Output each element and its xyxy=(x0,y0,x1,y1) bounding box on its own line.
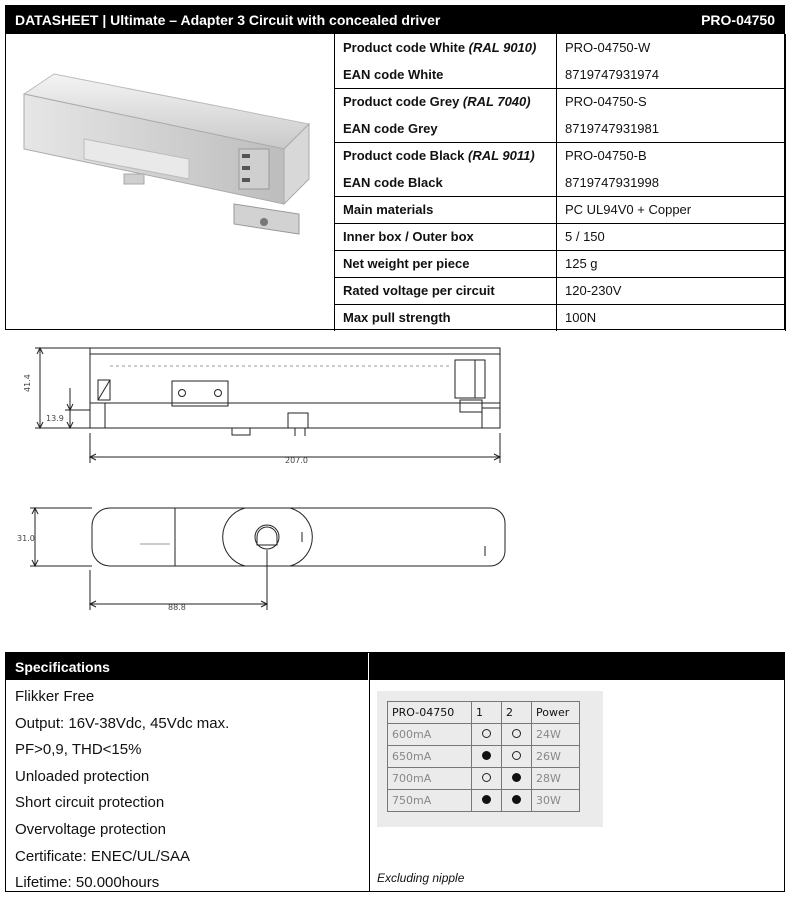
spec-row: Product code Grey (RAL 7040) PRO-04750-S xyxy=(335,88,786,115)
switch-s1-cell xyxy=(472,724,502,746)
power-cell: 26W xyxy=(532,746,580,768)
specifications-section xyxy=(5,652,785,892)
spec-row: EAN code Black 8719747931998 xyxy=(335,169,786,196)
product-spec-table xyxy=(334,34,786,331)
current-cell: 650mA xyxy=(388,746,472,768)
switch-s1-cell xyxy=(472,746,502,768)
spec-row: Product code White (RAL 9010) PRO-04750-W xyxy=(335,34,786,61)
open-dot-icon xyxy=(482,773,491,782)
spec-row: Inner box / Outer box 5 / 150 xyxy=(335,223,786,250)
switch-s1-cell xyxy=(472,790,502,812)
filled-dot-icon xyxy=(482,795,491,804)
current-cell: 700mA xyxy=(388,768,472,790)
product-photo xyxy=(14,54,314,244)
list-item: Short circuit protection xyxy=(15,794,165,812)
dim-sub-height-label: 13.9 xyxy=(46,414,64,423)
column-divider xyxy=(369,680,370,892)
dim-height-label: 41.4 xyxy=(23,374,32,392)
product-overview xyxy=(5,34,785,330)
dim-width-label: 31.0 xyxy=(17,534,35,543)
list-item: Flikker Free xyxy=(15,688,95,705)
switch-s2-cell xyxy=(502,768,532,790)
spec-row: Product code Black (RAL 9011) PRO-04750-B xyxy=(335,142,786,169)
open-dot-icon xyxy=(512,751,521,760)
power-cell: 24W xyxy=(532,724,580,746)
dim-offset-label: 88.8 xyxy=(168,603,186,612)
list-item: Certificate: ENEC/UL/SAA xyxy=(15,847,191,865)
current-cell: 600mA xyxy=(388,724,472,746)
spec-row: Main materials PC UL94V0 + Copper xyxy=(335,196,786,223)
filled-dot-icon xyxy=(512,773,521,782)
switch-s2-cell xyxy=(502,746,532,768)
list-item: Overvoltage protection xyxy=(15,820,166,838)
datasheet-header xyxy=(5,5,785,34)
filled-dot-icon xyxy=(512,795,521,804)
spec-row: Max pull strength 100N xyxy=(335,304,786,331)
power-cell: 28W xyxy=(532,768,580,790)
current-cell: 750mA xyxy=(388,790,472,812)
power-cell: 30W xyxy=(532,790,580,812)
spec-row: EAN code Grey 8719747931981 xyxy=(335,115,786,142)
list-item: Unloaded protection xyxy=(15,767,150,785)
table-row xyxy=(388,790,580,812)
spec-row: EAN code White 8719747931974 xyxy=(335,61,786,88)
table-row xyxy=(388,724,580,746)
open-dot-icon xyxy=(482,729,491,738)
filled-dot-icon xyxy=(482,751,491,760)
note-text: Excluding nipple xyxy=(377,871,465,885)
spec-row: Net weight per piece 125 g xyxy=(335,250,786,277)
power-settings-box xyxy=(377,691,603,827)
table-row xyxy=(388,768,580,790)
switch-s1-cell xyxy=(472,768,502,790)
specifications-title: Specifications xyxy=(15,659,110,675)
dim-length-label: 207.0 xyxy=(285,456,308,465)
list-item: Lifetime: 50.000hours xyxy=(15,874,160,892)
table-header-row: PRO-04750 1 2 Power xyxy=(388,702,580,724)
spec-row: Rated voltage per circuit 120-230V xyxy=(335,277,786,304)
specifications-header xyxy=(6,653,784,680)
list-item: PF>0,9, THD<15% xyxy=(15,741,142,759)
list-item: Output: 16V-38Vdc, 45Vdc max. xyxy=(15,714,230,732)
datasheet-title: DATASHEET | Ultimate – Adapter 3 Circuit with concealed driver xyxy=(15,11,441,28)
open-dot-icon xyxy=(512,729,521,738)
product-code-header: PRO-04750 xyxy=(701,11,775,28)
switch-s2-cell xyxy=(502,790,532,812)
header-divider xyxy=(368,653,369,680)
power-settings-table xyxy=(387,701,580,812)
feature-list xyxy=(15,684,229,897)
technical-drawing xyxy=(17,338,520,628)
table-row xyxy=(388,746,580,768)
switch-s2-cell xyxy=(502,724,532,746)
